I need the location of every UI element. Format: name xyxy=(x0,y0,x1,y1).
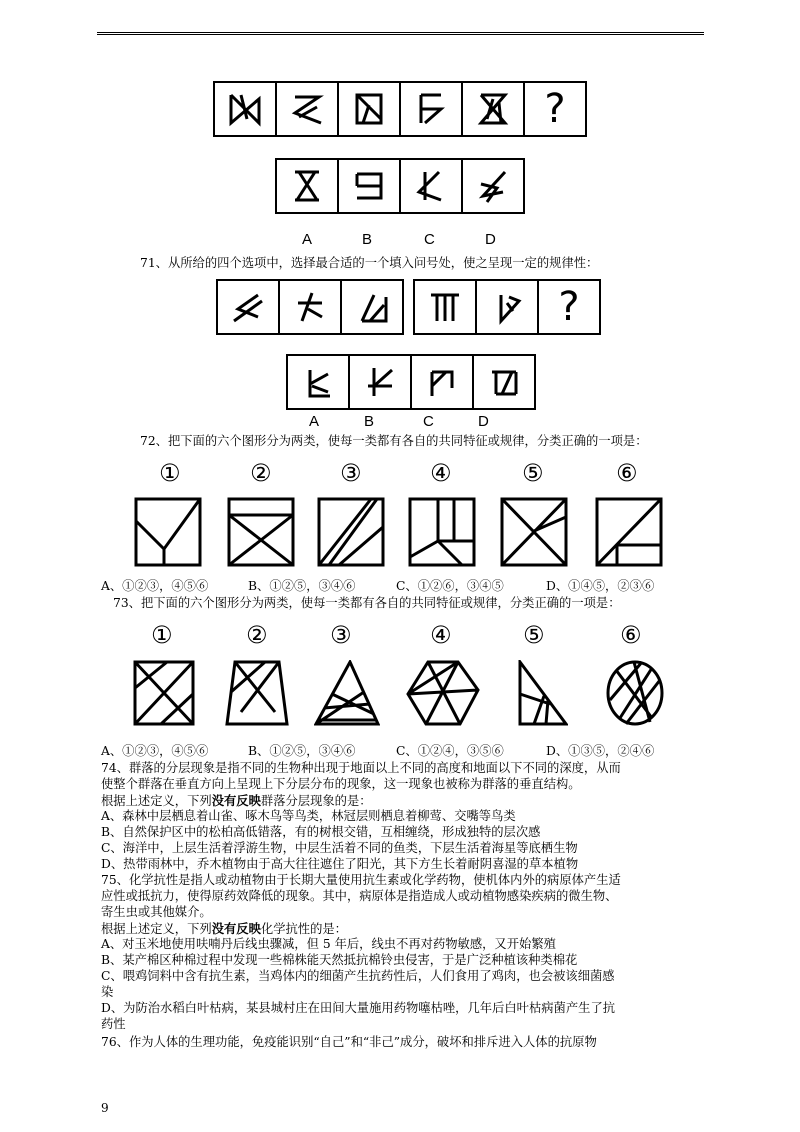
q74-text-line-2: 使整个群落在垂直方向上呈现上下分层分布的现象，这一现象也被称为群落的垂直结构。 xyxy=(101,777,581,791)
q73-number-1: ① xyxy=(151,621,173,649)
q73-number-2: ② xyxy=(246,621,268,649)
q70-option-a-figure xyxy=(277,160,339,212)
q72-number-6: ⑥ xyxy=(616,459,638,487)
question-mark: ? xyxy=(544,86,566,132)
q75-option-a: A、对玉米地使用呋喃丹后线虫骤减，但 5 年后，线虫不再对药物敏感，又开始繁殖 xyxy=(101,937,556,951)
q74-option-c: C、海洋中，上层生活着浮游生物，中层生活着不同的鱼类，下层生活着海星等底栖生物 xyxy=(101,841,578,855)
q73-option-b: B、①②⑤，③④⑥ xyxy=(248,744,356,758)
q73-figure-5 xyxy=(518,660,568,726)
q73-figure-3 xyxy=(314,660,380,726)
q75-option-c-line-2: 染 xyxy=(101,985,114,999)
q76-text-line-1: 76、作为人体的生理功能，免疫能识别“自己”和“非己”成分，破坏和排斥进入人体的抗原物 xyxy=(101,1035,597,1049)
q71-sequence-right xyxy=(413,279,601,335)
q73-figure-6 xyxy=(606,660,664,726)
q72-number-4: ④ xyxy=(430,459,452,487)
q71-option-d-figure xyxy=(474,356,534,408)
q71-figure-2 xyxy=(280,281,342,333)
q70-figure-5 xyxy=(463,83,525,135)
header-rule xyxy=(97,32,704,35)
q72-option-b: B、①②⑤，③④⑥ xyxy=(248,579,356,593)
q71-figure-3 xyxy=(342,281,402,333)
q73-figure-4 xyxy=(406,660,480,726)
q70-figure-3 xyxy=(339,83,401,135)
q73-number-4: ④ xyxy=(430,621,452,649)
q74-stem-pre: 根据上述定义，下列 xyxy=(101,794,212,808)
q73-option-c: C、①②④，③⑤⑥ xyxy=(396,744,504,758)
q70-options-row xyxy=(275,158,525,214)
q71-figure-5 xyxy=(477,281,539,333)
q75-stem-bold: 没有反映 xyxy=(211,921,261,936)
q72-option-d: D、①④⑤，②③⑥ xyxy=(546,579,655,593)
q70-option-c-label: C xyxy=(424,231,435,248)
q71-question-cell xyxy=(539,281,599,333)
q71-option-c-label: C xyxy=(423,413,434,430)
q72-number-2: ② xyxy=(250,459,272,487)
q72-question-text: 72、把下面的六个图形分为两类，使每一类都有各自的共同特征或规律，分类正确的一项是： xyxy=(140,434,648,448)
q75-option-b: B、某产棉区种棉过程中发现一些棉株能天然抵抗棉铃虫侵害，于是广泛种植该种类棉花 xyxy=(101,953,578,967)
q71-figure-1 xyxy=(218,281,280,333)
q73-number-5: ⑤ xyxy=(523,621,545,649)
q71-question-text: 71、从所给的四个选项中，选择最合适的一个填入问号处，使之呈现一定的规律性： xyxy=(140,256,599,270)
q71-sequence-left xyxy=(216,279,404,335)
q73-number-3: ③ xyxy=(330,621,352,649)
q72-option-c: C、①②⑥，③④⑤ xyxy=(396,579,504,593)
q72-figure-3 xyxy=(317,497,385,567)
question-mark: ? xyxy=(558,284,580,330)
q73-option-d: D、①③⑤，②④⑥ xyxy=(546,744,655,758)
q73-figure-2 xyxy=(225,660,289,726)
q74-option-d: D、热带雨林中，乔木植物由于高大往往遮住了阳光，其下方生长着耐阴喜湿的草本植物 xyxy=(101,857,579,871)
q73-figure-1 xyxy=(133,660,195,726)
q72-figure-2 xyxy=(227,497,295,567)
q71-option-d-label: D xyxy=(478,413,489,430)
q72-figure-4 xyxy=(408,497,476,567)
q74-stem-bold: 没有反映 xyxy=(211,793,261,808)
q72-figure-1 xyxy=(134,497,202,567)
q70-option-b-label: B xyxy=(362,231,373,248)
q70-option-c-figure xyxy=(401,160,463,212)
q72-option-a: A、①②③，④⑤⑥ xyxy=(101,579,209,593)
q70-option-b-figure xyxy=(339,160,401,212)
q70-sequence-row xyxy=(213,81,587,137)
q70-figure-1 xyxy=(215,83,277,135)
q74-text-line-1: 74、群落的分层现象是指不同的生物种出现于地面以上不同的高度和地面以下不同的深度，从而 xyxy=(101,761,621,775)
q75-text-line-1: 75、化学抗性是指人或动植物由于长期大量使用抗生素或化学药物，使机体内外的病原体产生适 xyxy=(101,873,621,887)
q75-text-line-2: 应性或抵抗力，使得原药效降低的现象。其中，病原体是指造成人或动植物感染疾病的微生物、 xyxy=(101,889,618,903)
q72-number-3: ③ xyxy=(340,459,362,487)
q71-figure-4 xyxy=(415,281,477,333)
q70-figure-2 xyxy=(277,83,339,135)
q74-option-b: B、自然保护区中的松柏高低错落，有的树根交错，互相缠绕，形成独特的层次感 xyxy=(101,825,541,839)
q70-figure-4 xyxy=(401,83,463,135)
q75-option-d-line-1: D、为防治水稻白叶枯病，某县城村庄在田间大量施用药物噻枯唑，几年后白叶枯病菌产生了抗 xyxy=(101,1001,616,1015)
q73-number-6: ⑥ xyxy=(620,621,642,649)
q75-option-c-line-1: C、喂鸡饲料中含有抗生素，当鸡体内的细菌产生抗药性后，人们食用了鸡肉，也会被该细菌感 xyxy=(101,969,615,983)
q70-question-cell xyxy=(525,83,585,135)
q72-number-1: ① xyxy=(159,459,181,487)
q71-option-c-figure xyxy=(412,356,474,408)
q72-figure-5 xyxy=(500,497,568,567)
q72-figure-6 xyxy=(595,497,663,567)
q75-stem-pre: 根据上述定义，下列 xyxy=(101,922,212,936)
q75-text-line-3: 寄生虫或其他媒介。 xyxy=(101,905,212,919)
q70-option-d-label: D xyxy=(485,231,496,248)
q71-option-b-figure xyxy=(350,356,412,408)
q74-stem-post: 群落分层现象的是： xyxy=(260,794,372,808)
q71-option-a-figure xyxy=(288,356,350,408)
q74-stem xyxy=(101,793,372,809)
page-number: 9 xyxy=(101,1101,109,1115)
q71-options-row xyxy=(286,354,536,410)
q71-option-a-label: A xyxy=(309,413,320,430)
q71-option-b-label: B xyxy=(364,413,375,430)
q74-option-a: A、森林中层栖息着山雀、啄木鸟等鸟类，林冠层则栖息着柳莺、交嘴等鸟类 xyxy=(101,809,516,823)
q70-option-d-figure xyxy=(463,160,523,212)
q72-number-5: ⑤ xyxy=(522,459,544,487)
q73-question-text: 73、把下面的六个图形分为两类，使每一类都有各自的共同特征或规律，分类正确的一项是： xyxy=(113,596,621,610)
q73-option-a: A、①②③，④⑤⑥ xyxy=(101,744,209,758)
q75-stem xyxy=(101,921,347,937)
q70-option-a-label: A xyxy=(302,231,313,248)
q75-stem-post: 化学抗性的是： xyxy=(260,922,347,936)
q75-option-d-line-2: 药性 xyxy=(101,1017,126,1031)
